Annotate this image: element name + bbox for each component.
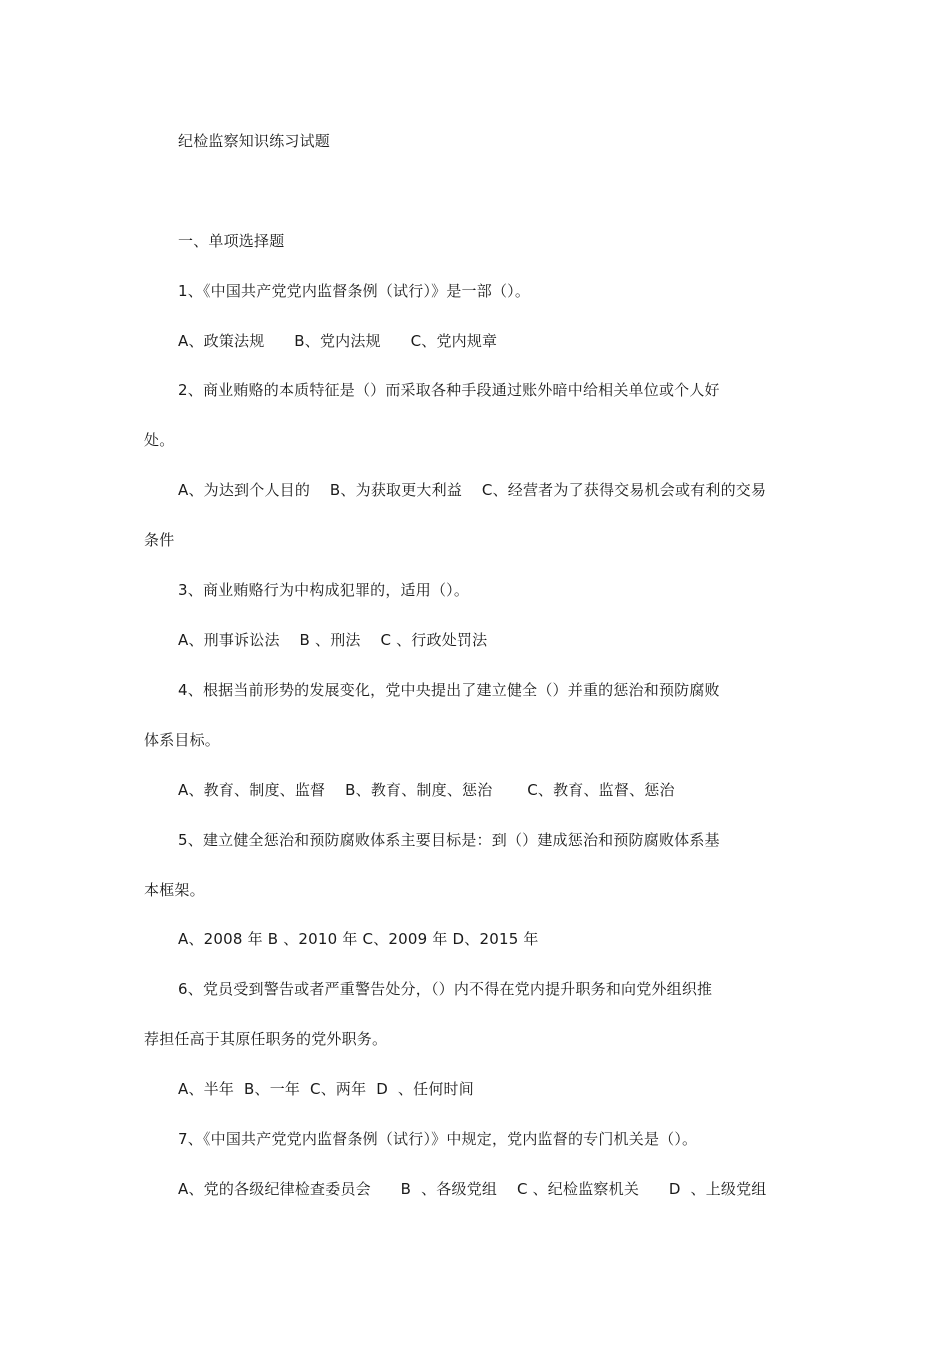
question-7-options: A、党的各级纪律检查委员会 B 、各级党组 C 、纪检监察机关 D 、上级党组	[178, 1180, 767, 1198]
question-4-options: A、教育、制度、监督 B、教育、制度、惩治 C、教育、监督、惩治	[178, 781, 675, 799]
question-2-stem: 2、商业贿赂的本质特征是（）而采取各种手段通过账外暗中给相关单位或个人好	[178, 381, 720, 399]
question-6-stem-continued: 荐担任高于其原任职务的党外职务。	[144, 1030, 388, 1048]
question-4-stem: 4、根据当前形势的发展变化，党中央提出了建立健全（）并重的惩治和预防腐败	[178, 681, 720, 699]
question-6-options: A、半年 B、一年 C、两年 D 、任何时间	[178, 1080, 474, 1098]
question-3-stem: 3、商业贿赂行为中构成犯罪的，适用（）。	[178, 581, 470, 599]
question-7-stem: 7、《中国共产党党内监督条例（试行）》中规定，党内监督的专门机关是（）。	[178, 1130, 698, 1148]
document-title: 纪检监察知识练习试题	[178, 132, 331, 150]
question-5-stem: 5、建立健全惩治和预防腐败体系主要目标是：到（）建成惩治和预防腐败体系基	[178, 831, 720, 849]
question-1-options: A、政策法规 B、党内法规 C、党内规章	[178, 332, 498, 350]
question-2-options-continued: 条件	[144, 531, 175, 549]
section-heading: 一、单项选择题	[178, 232, 285, 250]
question-2-stem-continued: 处。	[144, 431, 175, 449]
question-6-stem: 6、党员受到警告或者严重警告处分，（）内不得在党内提升职务和向党外组织推	[178, 980, 713, 998]
question-5-options: A、2008 年 B 、2010 年 C、2009 年 D、2015 年	[178, 930, 539, 948]
question-2-options: A、为达到个人目的 B、为获取更大利益 C、经营者为了获得交易机会或有利的交易	[178, 481, 767, 499]
question-3-options: A、刑事诉讼法 B 、刑法 C 、行政处罚法	[178, 631, 488, 649]
question-4-stem-continued: 体系目标。	[144, 731, 221, 749]
question-1-stem: 1、《中国共产党党内监督条例（试行）》是一部（）。	[178, 282, 531, 300]
question-5-stem-continued: 本框架。	[144, 881, 205, 899]
